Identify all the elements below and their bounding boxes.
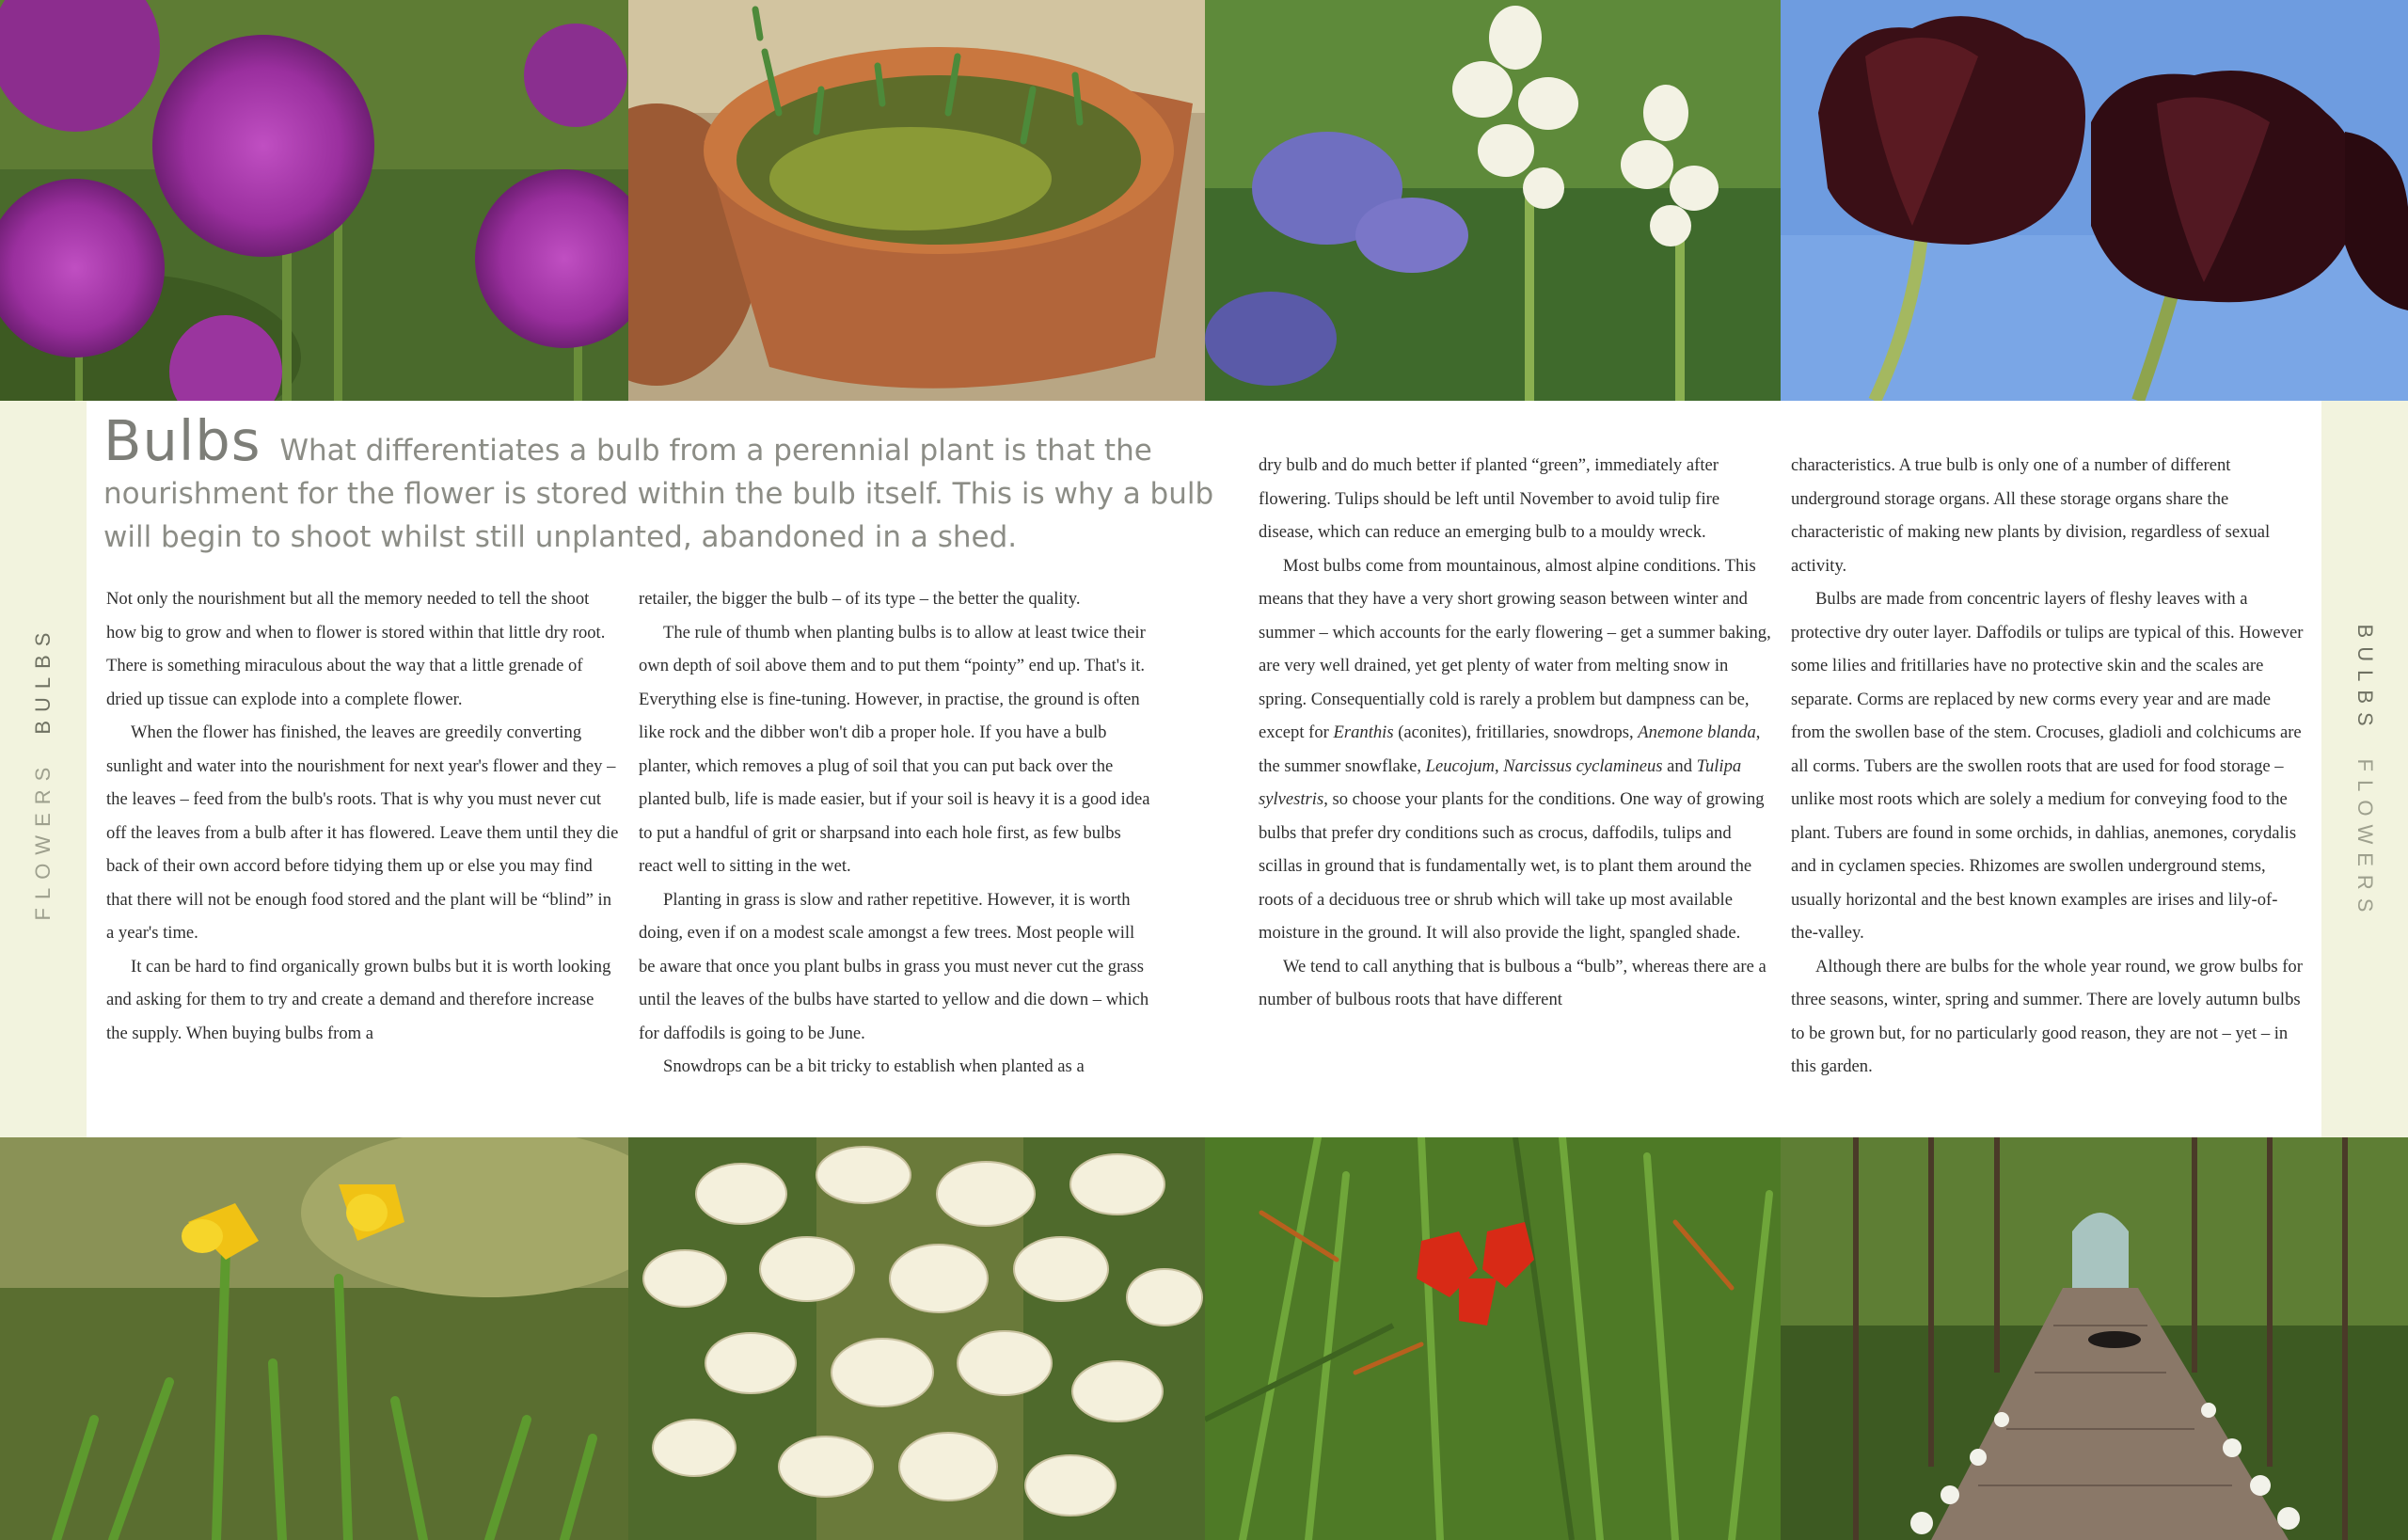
- text-column-2: [639, 582, 1151, 1084]
- photo-white-camassia: [628, 1137, 1205, 1540]
- plant-name-narcissus-cyclamineus: Narcissus cyclamineus: [1503, 755, 1663, 776]
- plant-name-leucojum: Leucojum: [1425, 755, 1495, 776]
- intro-block: [103, 408, 1270, 559]
- paragraph: Not only the nourishment but all the memory needed to tell the shoot how big to grow and when to flower is stored within that little dry root. There is something miraculous about the way that a little grenade of dried up tissue can explode into a complete flower.: [106, 589, 606, 709]
- photo-white-bluebells: [1205, 0, 1781, 401]
- top-photo-band: [0, 0, 2408, 401]
- paragraph: Planting in grass is slow and rather repetitive. However, it is worth doing, even if on a modest scale amongst a few trees. Most people will be aware that once you plant bulbs in grass you must never cut the grass until the leaves of the bulbs have started to yellow and die down – which for daffodils is going to be June.: [639, 889, 1149, 1043]
- text-column-1: [106, 582, 619, 1050]
- photo-yellow-daffodils: [0, 1137, 628, 1540]
- section-tab-right: [2321, 401, 2408, 1137]
- photo-red-crocosmia: [1205, 1137, 1781, 1540]
- paragraph: Most bulbs come from mountainous, almost alpine conditions. This means that they have a very short growing season between winter and summer – which accounts for the early flowering – get a summer baking, are very well drained, yet get plenty of water from melting snow in spring. Consequentially cold is rarely a problem but dampness can be, except for Eranthis (aconites), fritillaries, snowdrops, Anemone blanda, the summer snowflake, Leucojum, Narcissus cyclamineus and Tulipa sylvestris, so choose your plants for the conditions. One way of growing bulbs that prefer dry conditions such as crocus, daffodils, tulips and scillas in ground that is fundamentally wet, is to plant them around the roots of a deciduous tree or shrub which will take up most available moisture in the ground. It will also provide the light, spangled shade.: [1259, 555, 1771, 943]
- paragraph: dry bulb and do much better if planted “green”, immediately after flowering. Tulips should be left until November to avoid tulip fire disease, which can reduce an emerging bulb to a mouldy wreck.: [1259, 455, 1720, 542]
- text-column-3: [1259, 449, 1771, 1017]
- article-content: [87, 401, 2321, 1137]
- plant-name-tulipa-sylvestris: Tulipa sylvestris: [1259, 755, 1742, 809]
- plant-name-eranthis: Eranthis: [1333, 722, 1394, 742]
- paragraph: Snowdrops can be a bit tricky to establish when planted as a: [663, 1056, 1085, 1076]
- bottom-photo-band: [0, 1137, 2408, 1540]
- page-title: Bulbs: [103, 408, 261, 473]
- section-tab-right-label: BULBSFLOWERS: [2353, 624, 2377, 921]
- photo-dark-tulips: [1781, 0, 2408, 401]
- paragraph: The rule of thumb when planting bulbs is to allow at least twice their own depth of soil above them and to put them “pointy” end up. That's it. Everything else is fine-tuning. However, in practise, the ground is often like rock and the dibber won't dib a proper hole. If you have a bulb planter, which removes a plug of soil that you can put back over the planted bulb, life is made easier, but if your soil is heavy it is a good idea to put a handful of grit or sharpsand into each hole first, as few bulbs react well to sitting in the wet.: [639, 622, 1150, 876]
- plant-name-anemone-blanda: Anemone blanda: [1638, 722, 1756, 742]
- paragraph: characteristics. A true bulb is only one of a number of different underground storage organs. All these storage organs share the characteristic of making new plants by division, regardless of sexual activity.: [1791, 455, 2271, 576]
- paragraph: It can be hard to find organically grown bulbs but it is worth looking and asking for them to try and create a demand and therefore increase the supply. When buying bulbs from a: [106, 956, 611, 1043]
- paragraph: Although there are bulbs for the whole year round, we grow bulbs for three seasons, winter, spring and summer. There are lovely autumn bulbs to be grown but, for no particularly good reason, they are not – yet – in this garden.: [1791, 956, 2303, 1076]
- paragraph: Bulbs are made from concentric layers of fleshy leaves with a protective dry outer layer. Daffodils or tulips are typical of this. However some lilies and fritillaries have no protective skin and the scales are separate. Corms are replaced by new corms every year and are made from the swollen base of the stem. Crocuses, gladioli and colchicums are all corms. Tubers are the swollen roots that are used for food storage – unlike most roots which are solely a medium for conveying food to the plant. Tubers are found in some orchids, in dahlias, anemones, corydalis and in cyclamen species. Rhizomes are swollen underground stems, usually horizontal and the best known examples are irises and lily-of-the-valley.: [1791, 589, 2304, 943]
- text-column-4: [1791, 449, 2304, 1084]
- paragraph: retailer, the bigger the bulb – of its type – the better the quality.: [639, 589, 1081, 609]
- paragraph: When the flower has finished, the leaves are greedily converting sunlight and water into the nourishment for next year's flower and they – the leaves – feed from the bulb's roots. That is why you must never cut off the leaves from a bulb after it has flowered. Leave them until they die back of their own accord before tidying them up or else you may find that there will not be enough food stored and the plant will be “blind” in a year's time.: [106, 722, 619, 943]
- section-tab-left: [0, 401, 87, 1137]
- section-tab-left-label: FLOWERSBULBS: [31, 624, 55, 921]
- photo-garden-path-with-cat: [1781, 1137, 2408, 1540]
- paragraph: We tend to call anything that is bulbous a “bulb”, whereas there are a number of bulbous roots that have different: [1259, 956, 1766, 1009]
- photo-terracotta-pot-shoots: [628, 0, 1205, 401]
- intro-lead: What differentiates a bulb from a perennial plant is that the nourishment for the flower is stored within the bulb itself. This is why a bulb will begin to shoot whilst still unplanted, abandoned in a shed.: [103, 434, 1214, 554]
- photo-allium-flowers: [0, 0, 628, 401]
